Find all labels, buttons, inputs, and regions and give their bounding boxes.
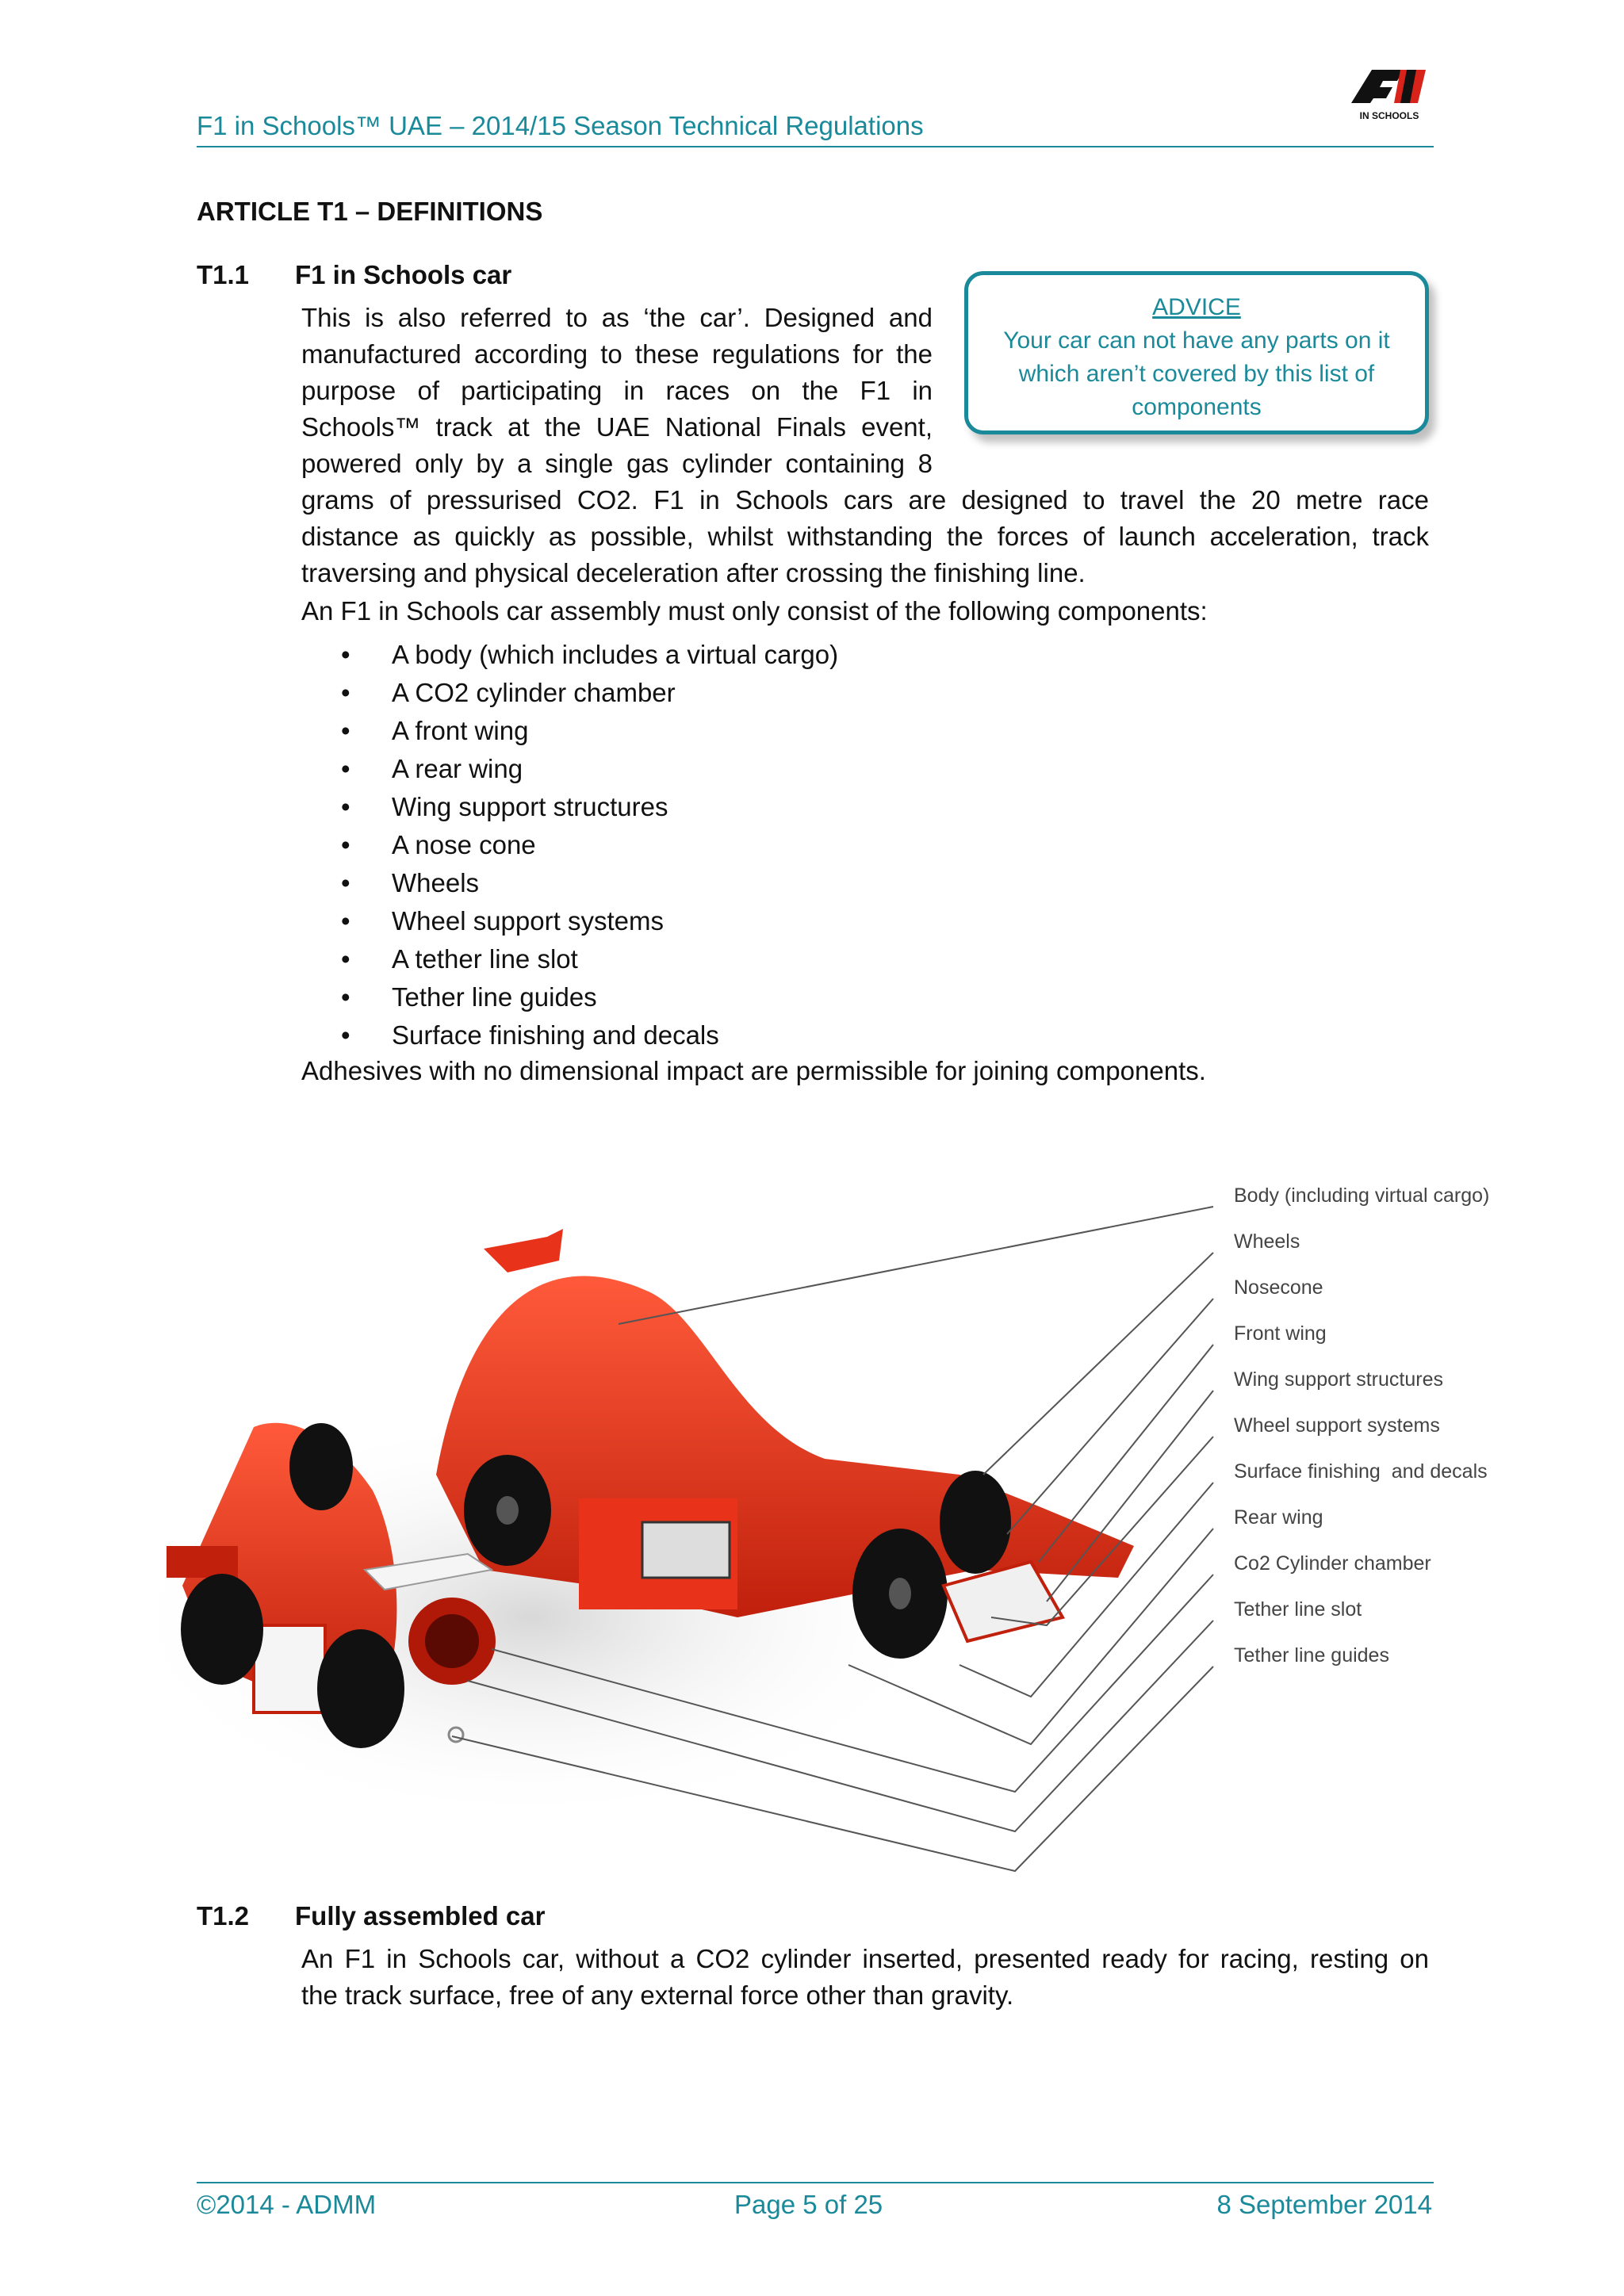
wheel	[181, 1574, 263, 1685]
advice-line: which aren’t covered by this list of	[1018, 361, 1375, 387]
callout-label: Wing support structures	[1234, 1368, 1443, 1391]
list-item: • Tether line guides	[341, 978, 838, 1016]
callout-label: Wheels	[1234, 1230, 1300, 1253]
t12-line: the track surface, free of any external force other than gravity.	[301, 1980, 1014, 2010]
t11-line: grams of pressurised CO2. F1 in Schools cars are designed to travel the 20 metre race	[301, 485, 1429, 515]
footer-divider	[197, 2182, 1434, 2183]
list-item: • Wing support structures	[341, 788, 838, 826]
logo-text: IN SCHOOLS	[1359, 110, 1419, 121]
t12-line: An F1 in Schools car, without a CO2 cylinder inserted, presented ready for racing, resting on	[301, 1944, 1429, 1973]
list-item: • A tether line slot	[341, 940, 838, 978]
callout-label: Co2 Cylinder chamber	[1234, 1552, 1431, 1575]
section-title-t11: F1 in Schools car	[295, 260, 512, 289]
advice-line: components	[1132, 394, 1262, 420]
callout-label: Nosecone	[1234, 1276, 1323, 1299]
footer-copyright: ©2014 - ADMM	[197, 2190, 377, 2219]
t11-line: Schools™ track at the UAE National Finals event,	[301, 412, 933, 442]
footer-page-number: Page 5 of 25	[734, 2190, 883, 2219]
list-item: • A body (which includes a virtual cargo)	[341, 636, 838, 674]
t11-line: traversing and physical deceleration after crossing the finishing line.	[301, 558, 1086, 587]
advice-box	[964, 271, 1429, 434]
t11-line: powered only by a single gas cylinder containing 8	[301, 449, 933, 478]
callout-label: Body (including virtual cargo)	[1234, 1184, 1490, 1207]
front-wing	[944, 1562, 1063, 1641]
components-list	[341, 636, 838, 1054]
rear-wing	[484, 1229, 563, 1272]
decal-panel	[642, 1522, 730, 1578]
list-item: • A nose cone	[341, 826, 838, 864]
wheel	[317, 1629, 404, 1748]
car-components-illustration	[135, 1173, 1229, 1887]
t11-line: manufactured according to these regulations for the	[301, 339, 933, 369]
section-number-t12: T1.2	[197, 1901, 250, 1931]
callout-label: Surface finishing and decals	[1234, 1460, 1488, 1483]
page-header-title: F1 in Schools™ UAE – 2014/15 Season Technical Regulations	[197, 111, 924, 140]
callout-label: Tether line guides	[1234, 1644, 1389, 1667]
callout-label: Front wing	[1234, 1322, 1327, 1345]
list-item: • Wheel support systems	[341, 902, 838, 940]
t11-line: purpose of participating in races on the F1 in	[301, 376, 933, 405]
advice-title: ADVICE	[1152, 294, 1241, 320]
list-item: • A CO2 cylinder chamber	[341, 674, 838, 712]
advice-line: Your car can not have any parts on it	[1003, 327, 1390, 354]
list-item: • A front wing	[341, 712, 838, 750]
list-item: • Wheels	[341, 864, 838, 902]
callout-label: Wheel support systems	[1234, 1414, 1440, 1437]
callout-label: Rear wing	[1234, 1506, 1323, 1529]
decal-panel	[254, 1625, 325, 1712]
article-heading: ARTICLE T1 – DEFINITIONS	[197, 197, 543, 226]
list-item: • A rear wing	[341, 750, 838, 788]
hub	[496, 1496, 519, 1525]
wheel	[289, 1423, 353, 1510]
t11-narrow-paragraph	[301, 300, 933, 482]
wing-support	[167, 1546, 238, 1578]
t11-line: distance as quickly as possible, whilst withstanding the forces of launch acceleration, track	[301, 522, 1429, 551]
footer-date: 8 September 2014	[1216, 2190, 1432, 2219]
co2-chamber-hole	[425, 1614, 479, 1668]
list-item: • Surface finishing and decals	[341, 1016, 838, 1054]
f1-in-schools-logo	[1348, 62, 1431, 125]
components-intro: An F1 in Schools car assembly must only consist of the following components:	[301, 596, 1208, 626]
callout-label: Tether line slot	[1234, 1598, 1362, 1621]
t12-paragraph	[301, 1941, 1429, 2014]
hub	[889, 1578, 911, 1609]
section-title-t12: Fully assembled car	[295, 1901, 546, 1931]
header-divider	[197, 146, 1434, 147]
t11-line: This is also referred to as ‘the car’. Designed and	[301, 303, 933, 332]
t11-wide-paragraph	[301, 482, 1429, 591]
front-wheel-back	[940, 1471, 1011, 1574]
adhesives-note: Adhesives with no dimensional impact are permissible for joining components.	[301, 1056, 1206, 1085]
section-number-t11: T1.1	[197, 260, 250, 289]
